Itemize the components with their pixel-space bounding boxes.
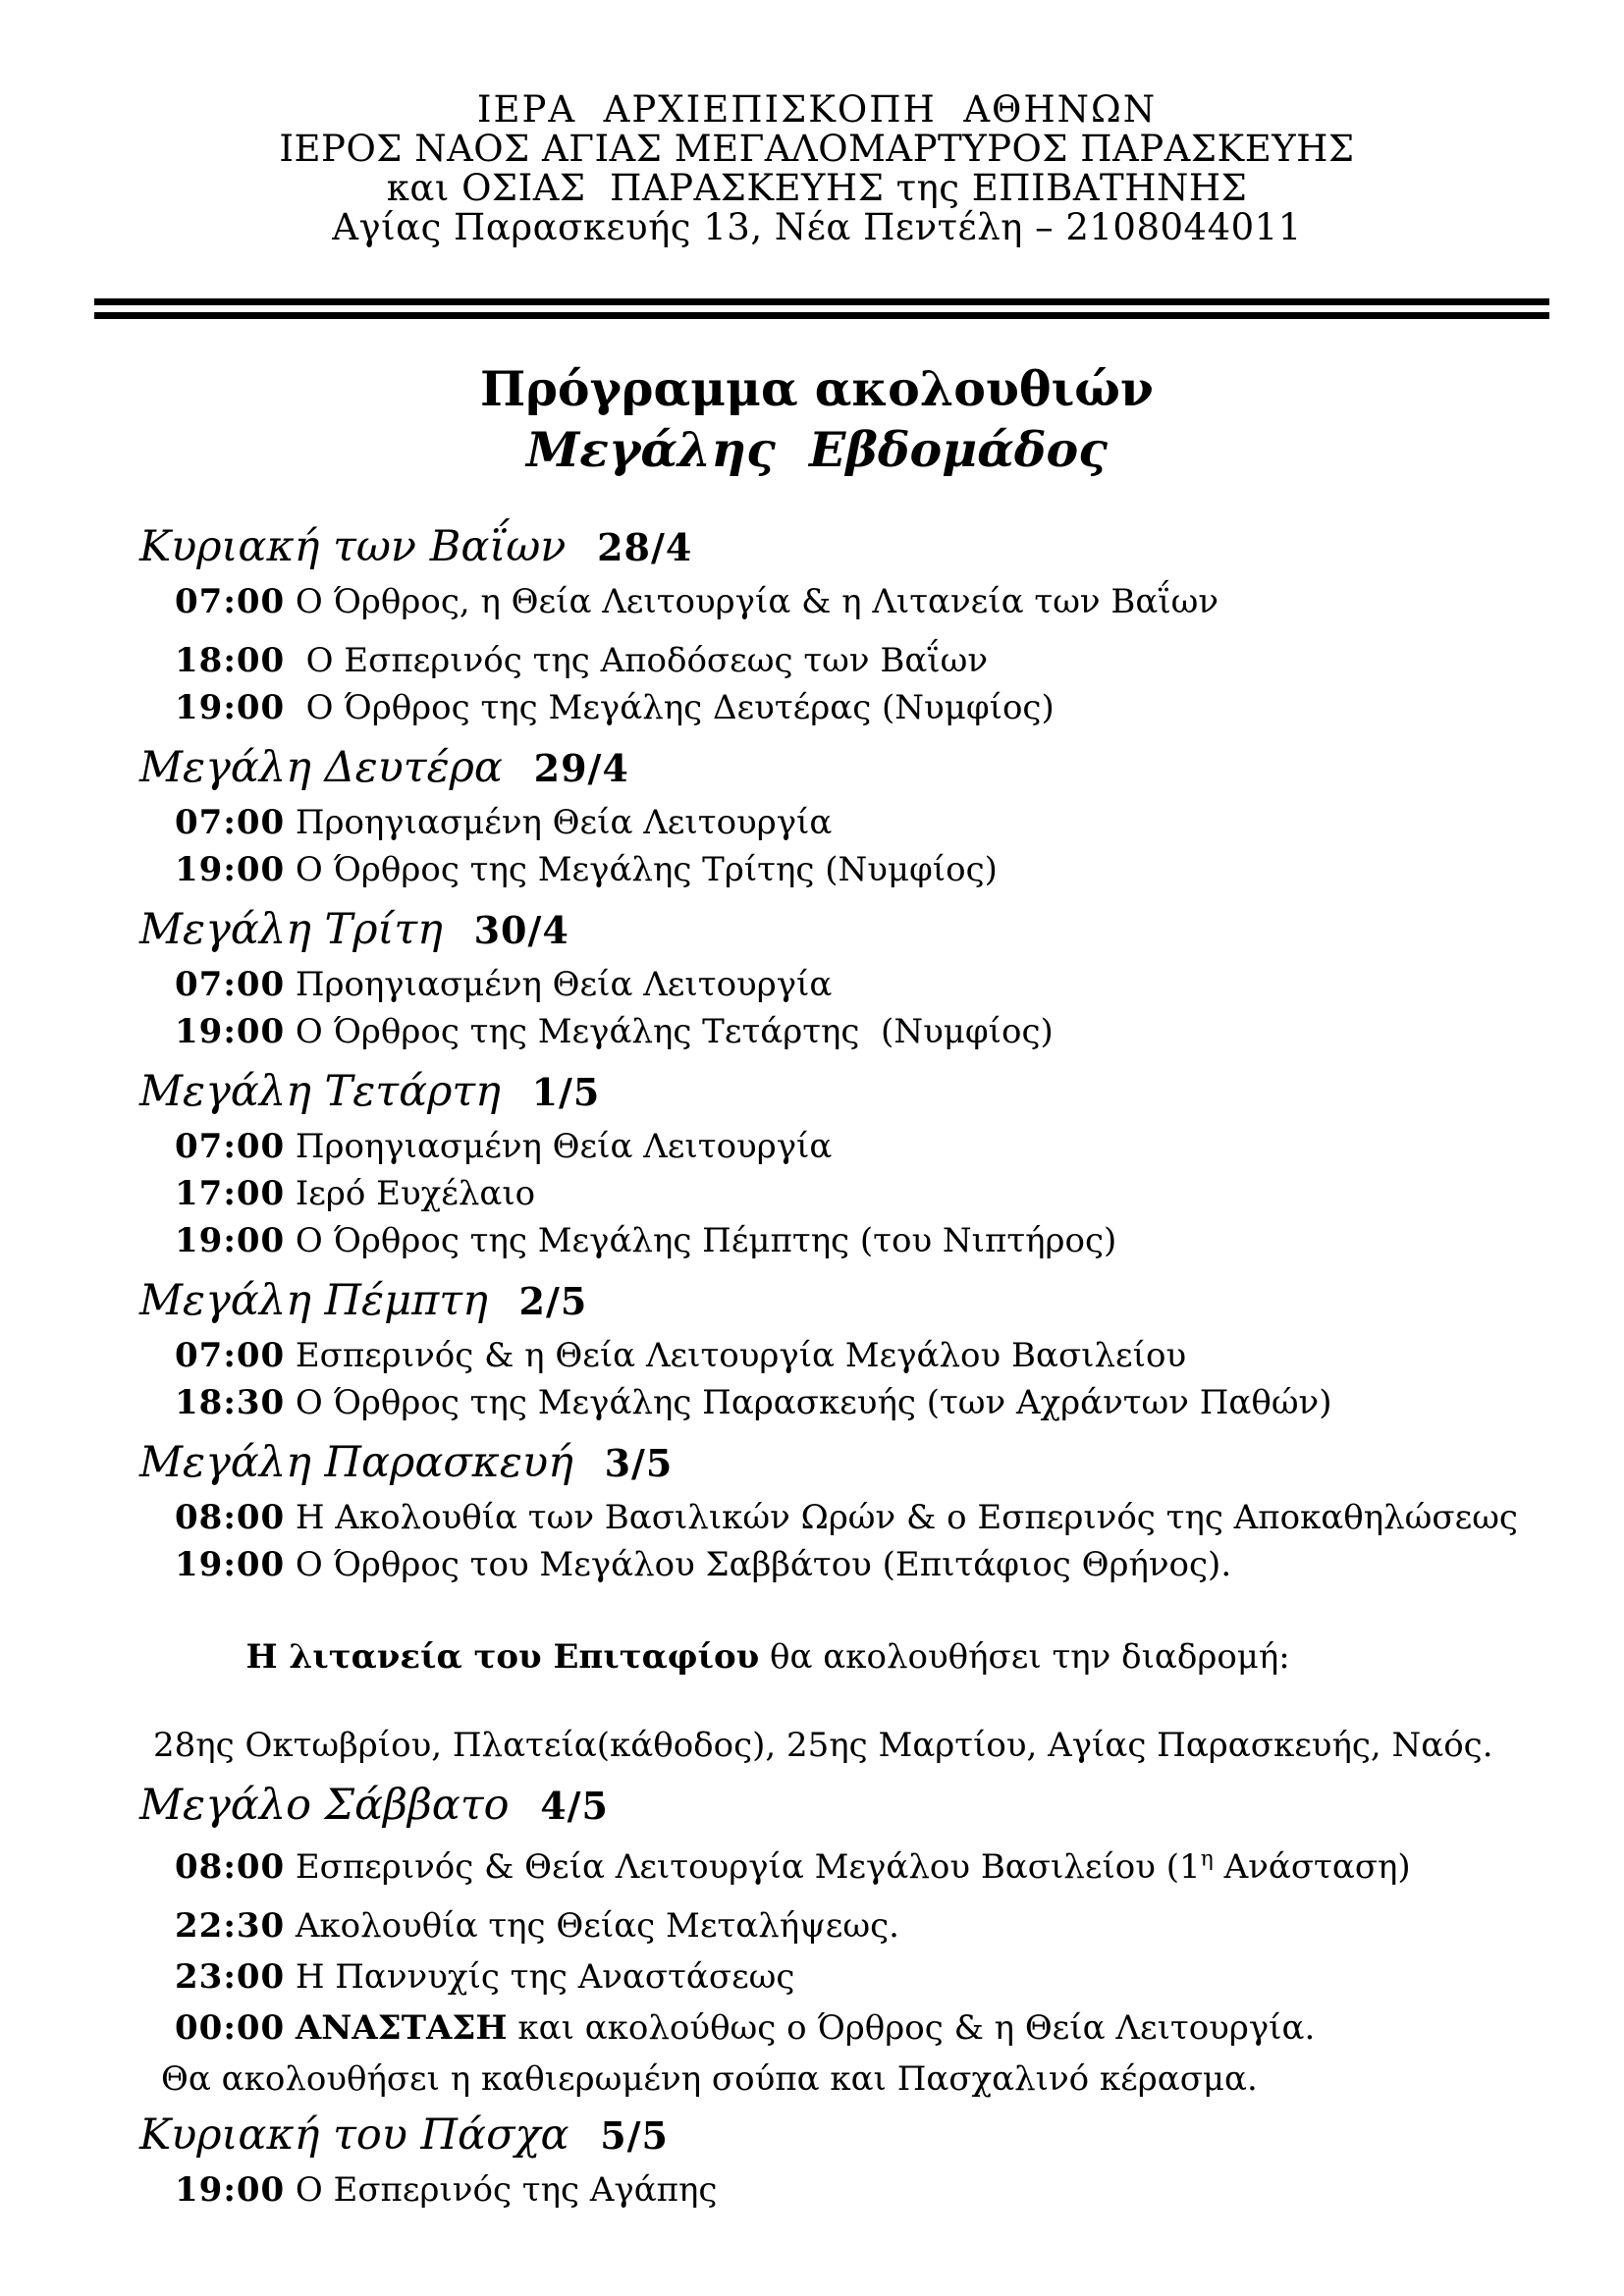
schedule-entry (139, 1011, 1555, 1052)
entry-text: Ο Όρθρος της Μεγάλης Δευτέρας (Νυμφίος) (295, 688, 1055, 727)
entry-text (296, 1847, 1411, 1887)
day-heading (139, 2109, 1555, 2162)
entry-time: 19:00 (175, 1545, 286, 1584)
letterhead-line-2: ΙΕΡΟΣ ΝΑΟΣ ΑΓΙΑΣ ΜΕΓΑΛΟΜΑΡΤΥΡΟΣ ΠΑΡΑΣΚΕΥΗΣ (279, 128, 1355, 170)
day-date: 3/5 (604, 1441, 674, 1485)
entry-text-superscript: η (1200, 1847, 1214, 1872)
procession-route: 28ης Οκτωβρίου, Πλατεία(κάθοδος), 25ης Μαρτίου, Αγίας Παρασκευής, Ναός. (153, 1726, 1493, 1765)
entry-text: Ιερό Ευχέλαιο (295, 1174, 536, 1213)
day-section-holy-wednesday (139, 1066, 1555, 1261)
day-name: Μεγάλη Δευτέρα (139, 743, 503, 792)
day-section-holy-tuesday (139, 904, 1555, 1052)
schedule-entry (139, 2169, 1555, 2211)
entry-time: 07:00 (175, 803, 286, 842)
entry-text: Ο Εσπερινός της Αποδόσεως των Βαΐων (295, 641, 989, 680)
day-name: Μεγάλο Σάββατο (139, 1781, 510, 1830)
schedule-entry (139, 1220, 1555, 1261)
day-heading (139, 1780, 1555, 1832)
schedule-entry (139, 1126, 1555, 1167)
entry-text-rest: και ακολούθως ο Όρθρος & η Θεία Λειτουργία. (507, 2008, 1316, 2049)
title-line-2: Μεγάλης Εβδομάδος (525, 421, 1109, 478)
entry-time: 07:00 (175, 965, 286, 1004)
entry-text: Προηγιασμένη Θεία Λειτουργία (295, 1127, 833, 1166)
schedule-entry (139, 802, 1555, 843)
entry-text: Ο Όρθρος της Μεγάλης Τρίτης (Νυμφίος) (295, 850, 998, 889)
day-date: 1/5 (531, 1070, 601, 1114)
day-date: 28/4 (597, 525, 693, 569)
entry-text: Ο Όρθρος της Μεγάλης Πέμπτης (του Νιπτήρος) (295, 1221, 1117, 1260)
day-section-holy-friday (139, 1437, 1555, 1766)
entry-time: 18:00 (175, 641, 286, 680)
schedule-entry (139, 2007, 1555, 2049)
day-name: Μεγάλη Παρασκευή (139, 1438, 573, 1487)
entry-text-pre: Εσπερινός & Θεία Λειτουργία Μεγάλου Βασιλείου (1 (295, 1847, 1201, 1888)
entry-text (296, 2008, 1315, 2048)
day-heading (139, 904, 1555, 956)
entry-time: 07:00 (175, 1127, 286, 1166)
schedule-entry (139, 1544, 1555, 1585)
title-line-1: Πρόγραμμα ακολουθιών (480, 360, 1154, 417)
schedule-entry (139, 849, 1555, 890)
day-section-palm-sunday (139, 521, 1555, 728)
entry-time: 19:00 (175, 850, 286, 889)
entry-text-post: Ανάσταση) (1213, 1847, 1411, 1888)
entry-text: Η Παννυχίς της Αναστάσεως (295, 1957, 795, 1998)
entry-time: 19:00 (175, 1012, 286, 1051)
day-name: Κυριακή του Πάσχα (139, 2110, 569, 2161)
day-section-holy-thursday (139, 1275, 1555, 1423)
day-heading (139, 1275, 1555, 1327)
easter-meal-note: Θα ακολουθήσει η καθιερωμένη σούπα και Πασχαλινό κέρασμα. (161, 2059, 1258, 2100)
day-date: 30/4 (473, 908, 569, 952)
letterhead-address-phone: Αγίας Παρασκευής 13, Νέα Πεντέλη – 2108044011 (332, 206, 1302, 248)
entry-text: Προηγιασμένη Θεία Λειτουργία (295, 803, 833, 842)
entry-time: 17:00 (175, 1174, 286, 1213)
entry-text: Ο Όρθρος της Μεγάλης Παρασκευής (των Αχράντων Παθών) (295, 1383, 1332, 1422)
entry-text: Ο Όρθρος της Μεγάλης Τετάρτης (Νυμφίος) (295, 1012, 1054, 1051)
schedule-entry (139, 581, 1555, 622)
schedule (79, 521, 1555, 2211)
epitaph-procession-note (139, 1595, 1555, 1719)
schedule-entry (139, 1497, 1555, 1538)
entry-time: 07:00 (175, 582, 286, 621)
day-name: Μεγάλη Τρίτη (139, 905, 443, 954)
day-date: 29/4 (533, 746, 629, 790)
schedule-entry (139, 1956, 1555, 1998)
entry-text: Ο Όρθρος, η Θεία Λειτουργία & η Λιτανεία των Βαΐων (295, 582, 1219, 621)
letterhead-line-3: και ΟΣΙΑΣ ΠΑΡΑΣΚΕΥΗΣ της ΕΠΙΒΑΤΗΝΗΣ (386, 167, 1248, 209)
entry-time: 08:00 (175, 1847, 286, 1888)
entry-time: 19:00 (175, 2170, 286, 2211)
day-heading (139, 1437, 1555, 1489)
day-date: 2/5 (518, 1279, 588, 1323)
entry-time: 19:00 (175, 688, 286, 727)
day-name: Κυριακή των Βαΐων (139, 522, 567, 571)
entry-text: Ο Εσπερινός της Αγάπης (295, 2170, 718, 2211)
day-heading (139, 521, 1555, 573)
epitaph-procession-note-lead: Η λιτανεία του Επιταφίου (245, 1637, 760, 1677)
page-title (79, 358, 1555, 480)
entry-text-bold: ΑΝΑΣΤΑΣΗ (295, 2008, 508, 2049)
entry-time: 18:30 (175, 1383, 286, 1422)
day-name: Μεγάλη Τετάρτη (139, 1067, 501, 1116)
day-section-holy-monday (139, 742, 1555, 890)
schedule-entry (139, 640, 1555, 681)
schedule-entry (139, 1382, 1555, 1423)
day-heading (139, 1066, 1555, 1118)
day-date: 5/5 (600, 2113, 669, 2159)
entry-time: 22:30 (175, 1906, 286, 1947)
entry-time: 08:00 (175, 1498, 286, 1537)
entry-text: Ο Όρθρος του Μεγάλου Σαββάτου (Επιτάφιος Θρήνος). (295, 1545, 1232, 1584)
day-section-easter-sunday (139, 2109, 1555, 2211)
schedule-entry (139, 1905, 1555, 1947)
schedule-entry (139, 964, 1555, 1005)
schedule-entry (139, 1335, 1555, 1376)
schedule-entry (139, 1840, 1555, 1888)
epitaph-procession-note-rest: θα ακολουθήσει την διαδρομή: (759, 1637, 1290, 1677)
double-rule-divider (94, 298, 1549, 319)
day-name: Μεγάλη Πέμπτη (139, 1276, 488, 1325)
entry-time: 07:00 (175, 1336, 286, 1375)
entry-time: 23:00 (175, 1957, 286, 1998)
entry-time: 19:00 (175, 1221, 286, 1260)
letterhead (79, 90, 1555, 247)
entry-text: Εσπερινός & η Θεία Λειτουργία Μεγάλου Βασιλείου (295, 1336, 1187, 1375)
entry-text: Ακολουθία της Θείας Μεταλήψεως. (295, 1906, 899, 1947)
entry-text: Η Ακολουθία των Βασιλικών Ωρών & ο Εσπερινός της Αποκαθηλώσεως (295, 1498, 1518, 1537)
schedule-entry (139, 1173, 1555, 1214)
schedule-entry (139, 687, 1555, 728)
letterhead-line-1: ΙΕΡΑ ΑΡΧΙΕΠΙΣΚΟΠΗ ΑΘΗΝΩΝ (476, 88, 1158, 131)
entry-time: 00:00 (175, 2008, 286, 2049)
day-date: 4/5 (540, 1784, 609, 1828)
day-heading (139, 742, 1555, 794)
day-section-holy-saturday (139, 1780, 1555, 2100)
entry-text: Προηγιασμένη Θεία Λειτουργία (295, 965, 833, 1004)
